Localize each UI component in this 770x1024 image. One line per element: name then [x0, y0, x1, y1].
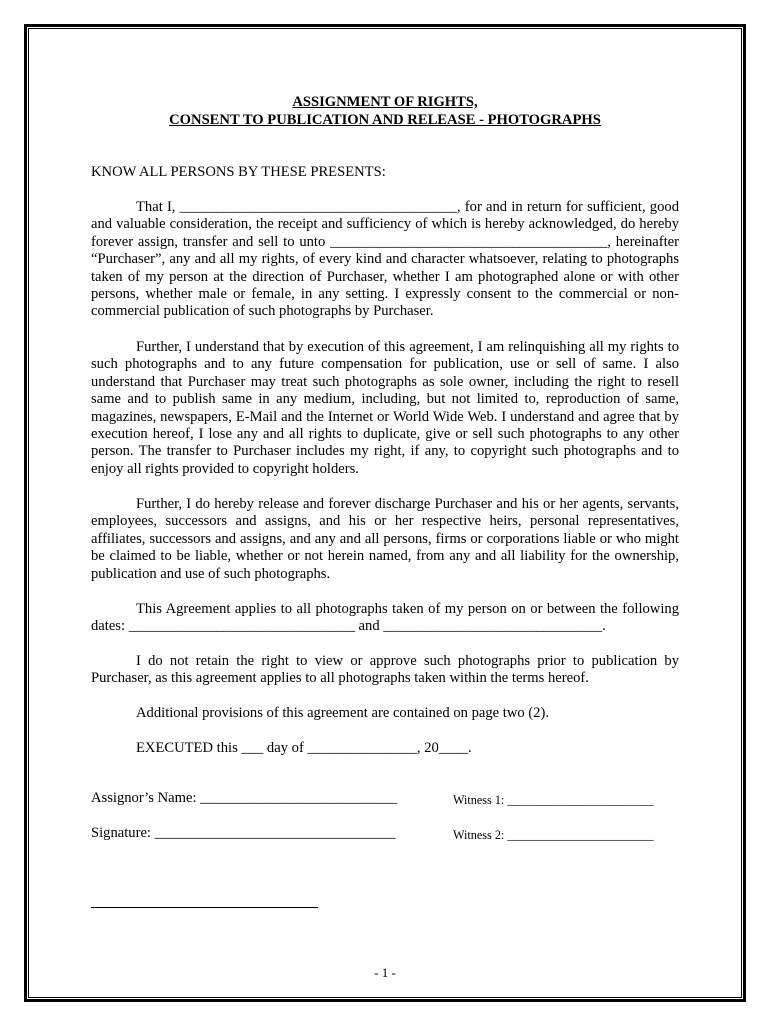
paragraph-additional-provisions: Additional provisions of this agreement are contained on page two (2). — [136, 705, 549, 721]
signature-row-2 — [91, 825, 679, 845]
paragraph-relinquish: Further, I understand that by execution of this agreement, I am relinquishing all my rights to such photographs and to any future compensation for publication, use or sell of same. I also understand that Purchaser may treat such photographs as sole owner, including the right to resell same and to publish same in any medium, including, but not limited to, reproduction of same, magazines, newspapers, E-Mail and the Internet or World Wide Web. I understand and agree that by execution hereof, I lose any and all rights to duplicate, give or sell such photographs to any other person. The transfer to Purchaser includes my right, if any, to copyright such photographs and to enjoy all rights provided to copyright holders. — [91, 339, 679, 477]
witness-1-field[interactable]: Witness 1: ________________________ — [453, 793, 654, 807]
salutation: KNOW ALL PERSONS BY THESE PRESENTS: — [91, 164, 386, 180]
signature-field[interactable]: Signature: _________________________________ — [91, 825, 396, 841]
witness-2-field[interactable]: Witness 2: ________________________ — [453, 828, 654, 842]
assignor-name-field[interactable]: Assignor’s Name: ___________________________ — [91, 790, 398, 806]
document-title-line-2: CONSENT TO PUBLICATION AND RELEASE - PHOTOGRAPHS — [169, 111, 601, 128]
paragraph-dates: This Agreement applies to all photographs taken of my person on or between the following dates: _______________________________ and ______________________________. — [91, 601, 679, 635]
paragraph-assignment: That I, ______________________________________, for and in return for sufficient, good and valuable consideration, the receipt and sufficiency of which is hereby acknowledged, do hereby forever assign, transfer and sell to unto ______________________________________, hereinafter “Purchaser”, any and all my rights, of every kind and character whatsoever, relating to photographs taken of my person at the direction of Purchaser, whether I am photographed alone or with other persons, whether male or female, in any setting. I expressly consent to the commercial or non-commercial publication of such photographs by Purchaser. — [91, 199, 679, 320]
paragraph-approval: I do not retain the right to view or approve such photographs prior to publication by Purchaser, as this agreement applies to all photographs taken within the terms hereof. — [91, 653, 679, 687]
document-title-line-1: ASSIGNMENT OF RIGHTS, — [292, 94, 478, 110]
document-body — [91, 94, 679, 980]
page-number: - 1 - — [374, 965, 396, 980]
paragraph-release: Further, I do hereby release and forever discharge Purchaser and his or her agents, servants, employees, successors and assigns, and his or her respective heirs, personal representatives, affiliates, successors and assigns, and any and all persons, firms or corporations liable or who might be claimed to be liable, whether or not herein named, from any and all liability for the ownership, publication and use of such photographs. — [91, 496, 679, 582]
signature-row-1 — [91, 790, 679, 810]
paragraph-executed: EXECUTED this ___ day of _______________, 20____. — [136, 740, 472, 756]
footnote-separator-line — [91, 907, 318, 908]
